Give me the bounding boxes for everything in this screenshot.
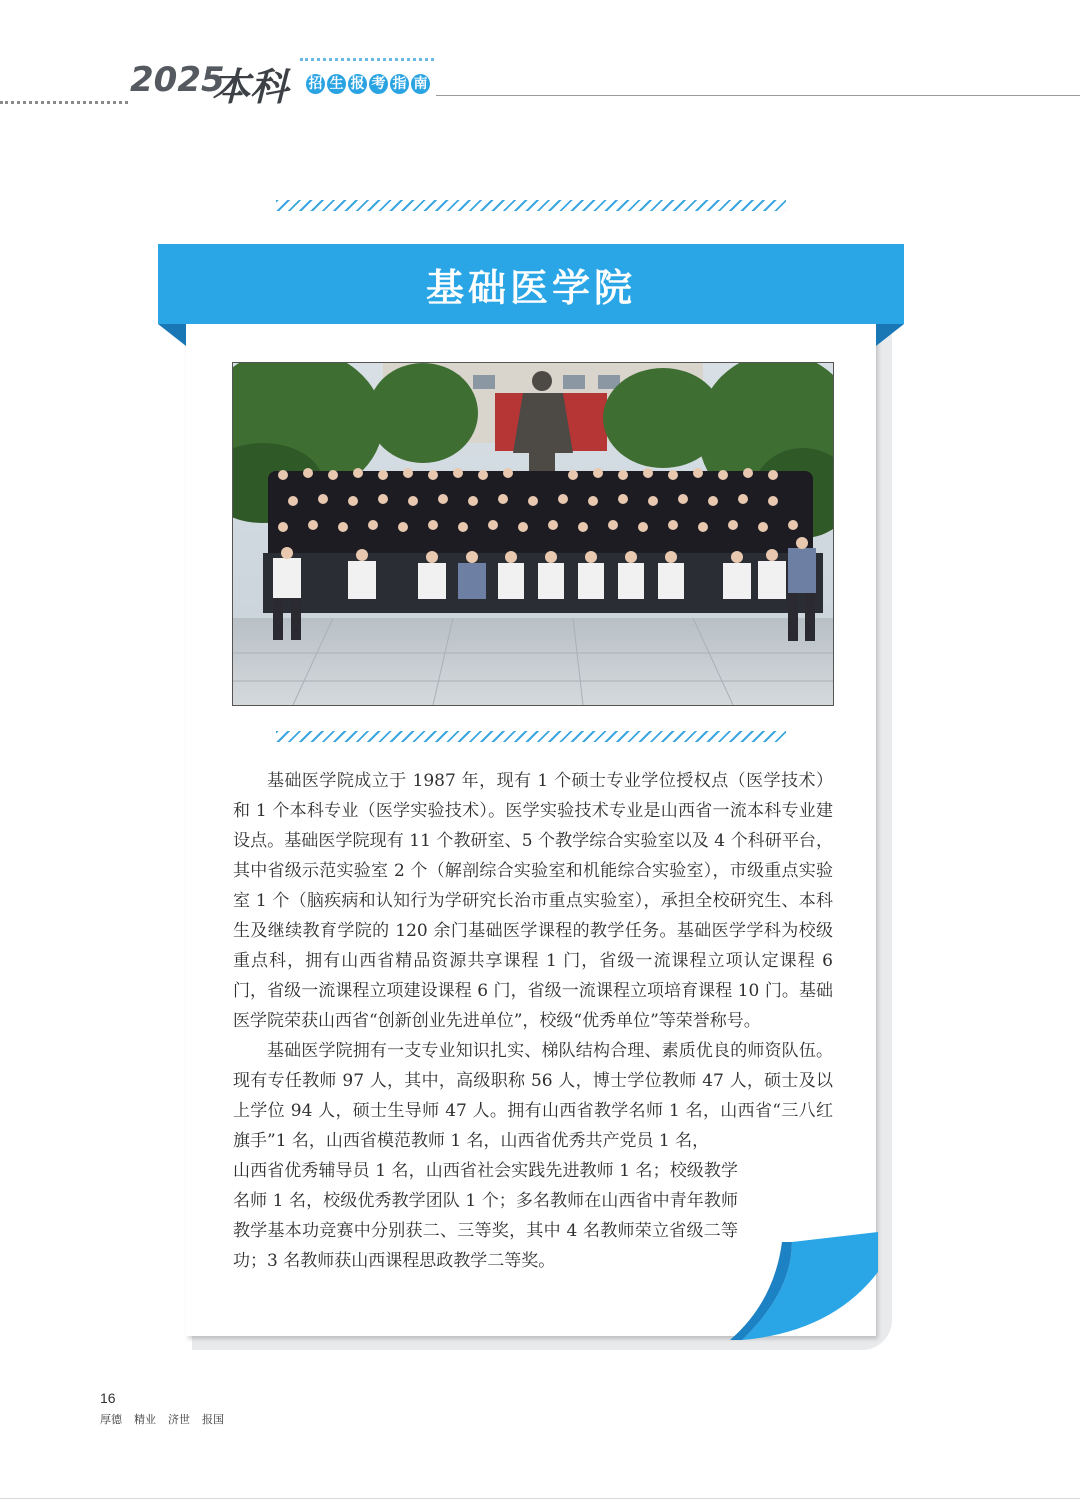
page-curl-corner	[722, 1232, 882, 1342]
section-title: 基础医学院	[425, 264, 636, 310]
guide-char: 南	[411, 74, 430, 94]
header-title: 本科	[212, 65, 289, 109]
article-body	[233, 766, 833, 1276]
header-rule	[436, 95, 1080, 96]
header-dotted-rule	[0, 101, 128, 104]
footer-motto	[100, 1411, 224, 1427]
guide-char: 指	[390, 74, 409, 94]
header-guide-badges	[306, 74, 430, 94]
motto-word: 报国	[202, 1413, 224, 1426]
motto-word: 济世	[168, 1413, 190, 1426]
bottom-rule	[0, 1498, 1080, 1499]
section-title-band	[158, 244, 904, 324]
motto-word: 厚德	[100, 1413, 122, 1426]
page-header	[0, 0, 1080, 120]
header-year: 2025	[130, 60, 225, 100]
group-photo-image	[233, 363, 833, 705]
hatched-divider-bottom	[276, 731, 786, 742]
paragraph-faculty-continued: 山西省优秀辅导员 1 名，山西省社会实践先进教师 1 名；校级教学名师 1 名，校级优秀教学团队 1 个；多名教师在山西省中青年教师教学基本功竞赛中分别获二、三等奖，其中 4 名教师荣立省级二等功；3 名教师获山西课程思政教学二等奖。	[233, 1161, 738, 1271]
guide-char: 生	[327, 74, 346, 94]
guide-char: 考	[369, 74, 388, 94]
page-number: 16	[100, 1390, 116, 1406]
paragraph-faculty: 基础医学院拥有一支专业知识扎实、梯队结构合理、素质优良的师资队伍。现有专任教师 97 人，其中，高级职称 56 人，博士学位教师 47 人，硕士及以上学位 94 人，硕士生导师 47 人。拥有山西省教学名师 1 名，山西省“三八红旗手”1 名，山西省模范教师 1 名，山西省优秀共产党员 1 名，	[233, 1041, 833, 1151]
guide-char: 招	[306, 74, 325, 94]
motto-word: 精业	[134, 1413, 156, 1426]
group-photo	[232, 362, 834, 706]
header-dotted-rule-top	[300, 58, 434, 61]
guide-char: 报	[348, 74, 367, 94]
hatched-divider-top	[276, 200, 786, 211]
paragraph-intro: 基础医学院成立于 1987 年，现有 1 个硕士专业学位授权点（医学技术）和 1 个本科专业（医学实验技术）。医学实验技术专业是山西省一流本科专业建设点。基础医学院现有 11 个教研室、5 个教学综合实验室以及 4 个科研平台，其中省级示范实验室 2 个（解剖综合实验室和机能综合实验室），市级重点实验室 1 个（脑疾病和认知行为学研究长治市重点实验室），承担全校研究生、本科生及继续教育学院的 120 余门基础医学课程的教学任务。基础医学学科为校级重点科，拥有山西省精品资源共享课程 1 门，省级一流课程立项认定课程 6 门，省级一流课程立项建设课程 6 门，省级一流课程立项培育课程 10 门。基础医学院荣获山西省“创新创业先进单位”，校级“优秀单位”等荣誉称号。	[233, 771, 833, 1031]
ribbon-fold-left	[158, 324, 186, 346]
ribbon-fold-right	[876, 324, 904, 346]
